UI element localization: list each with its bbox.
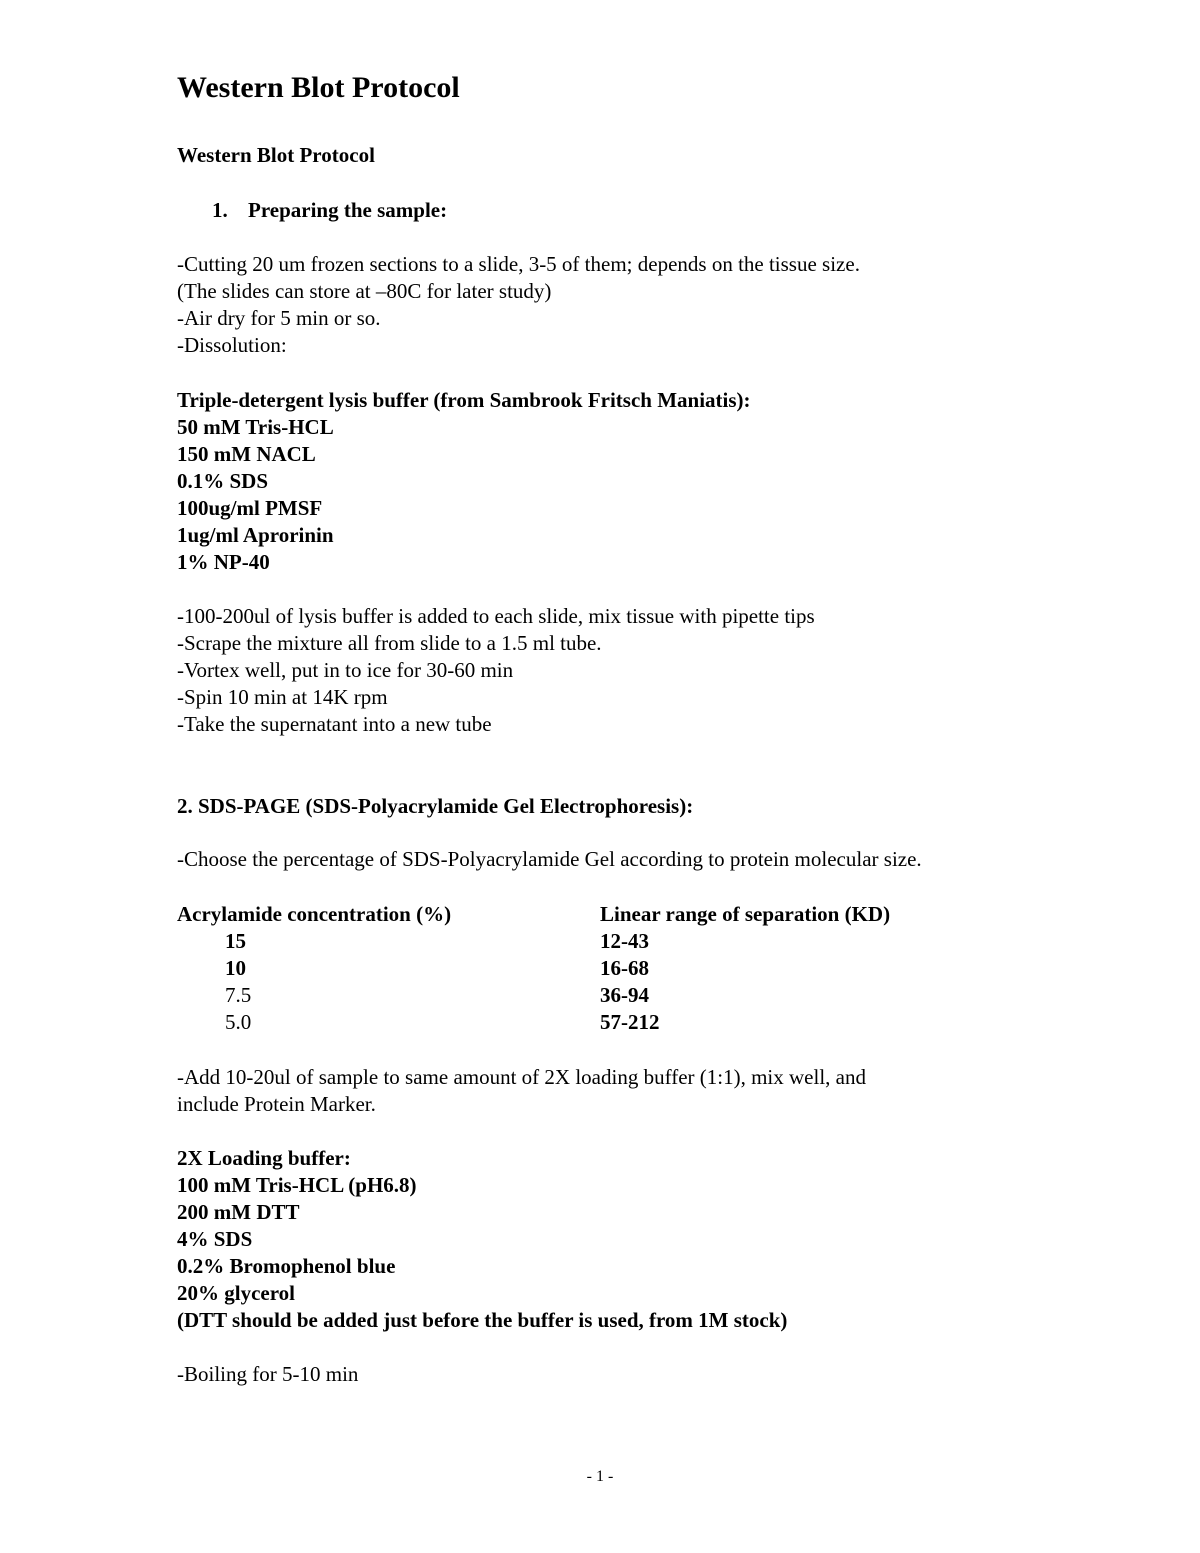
section-2-intro: -Choose the percentage of SDS-Polyacrylamide Gel according to protein molecular size. (177, 847, 922, 871)
step-line: -Add 10-20ul of sample to same amount of 2X loading buffer (1:1), mix well, and (177, 1065, 866, 1089)
loading-buffer-item: 100 mM Tris-HCL (pH6.8) (177, 1173, 417, 1197)
lysis-buffer-item: 1ug/ml Aprorinin (177, 523, 334, 547)
table-cell-range: 57-212 (600, 1010, 660, 1034)
step-line: -100-200ul of lysis buffer is added to each slide, mix tissue with pipette tips (177, 604, 815, 628)
step-line: -Take the supernatant into a new tube (177, 712, 492, 736)
table-header-range: Linear range of separation (KD) (600, 902, 891, 926)
section-1-title: Preparing the sample: (248, 198, 448, 222)
lysis-buffer-item: 1% NP-40 (177, 550, 270, 574)
step-line: -Boiling for 5-10 min (177, 1362, 359, 1386)
loading-buffer-title: 2X Loading buffer: (177, 1146, 351, 1170)
loading-buffer-item: 200 mM DTT (177, 1200, 300, 1224)
table-cell-range: 12-43 (600, 929, 649, 953)
lysis-buffer-item: 0.1% SDS (177, 469, 269, 493)
step-line: -Vortex well, put in to ice for 30-60 min (177, 658, 514, 682)
table-cell-concentration: 15 (225, 929, 246, 953)
table-cell-range: 16-68 (600, 956, 649, 980)
table-cell-concentration: 10 (225, 956, 246, 980)
table-cell-range: 36-94 (600, 983, 649, 1007)
section-2-heading: 2. SDS-PAGE (SDS-Polyacrylamide Gel Electrophoresis): (177, 794, 694, 818)
step-line: include Protein Marker. (177, 1092, 376, 1116)
table-cell-concentration: 7.5 (225, 983, 252, 1007)
loading-buffer-item: 20% glycerol (177, 1281, 296, 1305)
lysis-buffer-item: 100ug/ml PMSF (177, 496, 323, 520)
section-1-number: 1. (212, 198, 228, 222)
loading-buffer-item: 4% SDS (177, 1227, 253, 1251)
step-line: -Air dry for 5 min or so. (177, 306, 381, 330)
step-line: (The slides can store at –80C for later study) (177, 279, 552, 303)
lysis-buffer-item: 50 mM Tris-HCL (177, 415, 334, 439)
lysis-buffer-title: Triple-detergent lysis buffer (from Sambrook Fritsch Maniatis): (177, 388, 751, 412)
loading-buffer-note: (DTT should be added just before the buffer is used, from 1M stock) (177, 1308, 788, 1332)
table-header-concentration: Acrylamide concentration (%) (177, 902, 452, 926)
lysis-buffer-item: 150 mM NACL (177, 442, 316, 466)
document-title: Western Blot Protocol (177, 71, 460, 104)
step-line: -Cutting 20 um frozen sections to a slide, 3-5 of them; depends on the tissue size. (177, 252, 860, 276)
loading-buffer-item: 0.2% Bromophenol blue (177, 1254, 396, 1278)
table-cell-concentration: 5.0 (225, 1010, 252, 1034)
document-subtitle: Western Blot Protocol (177, 143, 375, 167)
step-line: -Scrape the mixture all from slide to a 1.5 ml tube. (177, 631, 602, 655)
page-number: - 1 - (586, 1468, 614, 1485)
step-line: -Spin 10 min at 14K rpm (177, 685, 388, 709)
step-line: -Dissolution: (177, 333, 287, 357)
